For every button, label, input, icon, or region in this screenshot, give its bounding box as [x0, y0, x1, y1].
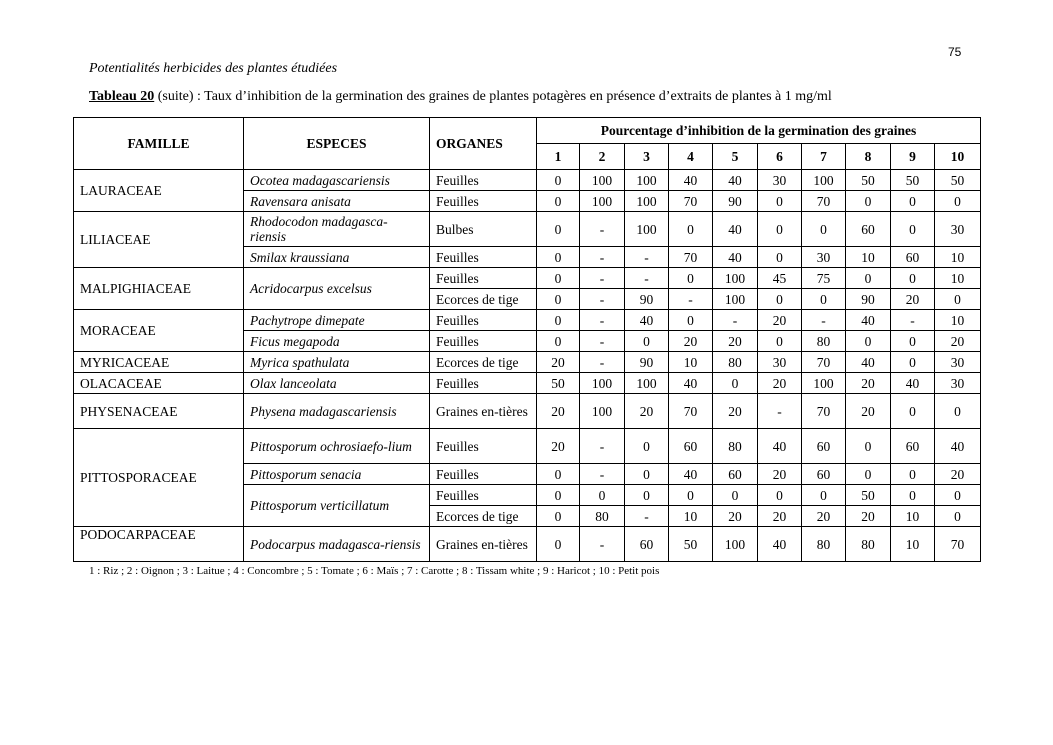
value-cell: 10 [846, 247, 891, 268]
value-cell: 40 [846, 352, 891, 373]
value-cell: 0 [935, 289, 981, 310]
species-cell: Pittosporum senacia [244, 464, 430, 485]
value-cell: 10 [935, 268, 981, 289]
value-cell: 80 [802, 331, 846, 352]
value-cell: 20 [935, 331, 981, 352]
value-cell: 0 [935, 394, 981, 429]
value-cell: 0 [537, 331, 580, 352]
value-cell: 20 [758, 373, 802, 394]
header-col-3: 3 [625, 144, 669, 170]
value-cell: 50 [935, 170, 981, 191]
species-cell: Pachytrope dimepate [244, 310, 430, 331]
family-cell: LAURACEAE [74, 170, 244, 212]
value-cell: 20 [802, 506, 846, 527]
value-cell: 100 [625, 212, 669, 247]
header-col-9: 9 [891, 144, 935, 170]
value-cell: 60 [846, 212, 891, 247]
value-cell: 10 [891, 506, 935, 527]
organ-cell: Feuilles [430, 247, 537, 268]
value-cell: 50 [537, 373, 580, 394]
section-title: Potentialités herbicides des plantes étudiées [89, 61, 338, 76]
value-cell: 0 [758, 191, 802, 212]
value-cell: 60 [713, 464, 758, 485]
value-cell: 70 [802, 394, 846, 429]
value-cell: 100 [802, 170, 846, 191]
value-cell: 40 [713, 247, 758, 268]
value-cell: 20 [537, 394, 580, 429]
value-cell: 20 [846, 373, 891, 394]
value-cell: 0 [758, 485, 802, 506]
value-cell: 0 [935, 191, 981, 212]
value-cell: - [580, 527, 625, 562]
value-cell: 70 [935, 527, 981, 562]
value-cell: 0 [846, 464, 891, 485]
value-cell: 20 [935, 464, 981, 485]
value-cell: 0 [625, 429, 669, 464]
value-cell: 100 [580, 191, 625, 212]
species-cell: Ficus megapoda [244, 331, 430, 352]
value-cell: 0 [625, 485, 669, 506]
value-cell: 20 [537, 352, 580, 373]
organ-cell: Graines en-tières [430, 527, 537, 562]
species-cell: Podocarpus madagasca-riensis [244, 527, 430, 562]
value-cell: - [580, 310, 625, 331]
organ-cell: Feuilles [430, 170, 537, 191]
value-cell: 20 [758, 310, 802, 331]
species-cell: Rhodocodon madagasca-riensis [244, 212, 430, 247]
value-cell: 60 [891, 247, 935, 268]
value-cell: 0 [935, 506, 981, 527]
value-cell: 10 [669, 506, 713, 527]
value-cell: 0 [537, 247, 580, 268]
value-cell: 0 [537, 527, 580, 562]
table-caption [89, 89, 832, 105]
species-cell: Acridocarpus excelsus [244, 268, 430, 310]
value-cell: 100 [625, 170, 669, 191]
caption-label: Tableau 20 [89, 89, 155, 104]
value-cell: 100 [802, 373, 846, 394]
value-cell: 0 [846, 268, 891, 289]
value-cell: - [580, 247, 625, 268]
value-cell: 20 [713, 506, 758, 527]
table-row [74, 310, 981, 331]
value-cell: 0 [537, 485, 580, 506]
value-cell: 40 [891, 373, 935, 394]
value-cell: 0 [758, 212, 802, 247]
value-cell: 100 [580, 170, 625, 191]
value-cell: 0 [537, 268, 580, 289]
value-cell: 70 [669, 394, 713, 429]
value-cell: 10 [891, 527, 935, 562]
footnote: 1 : Riz ; 2 : Oignon ; 3 : Laitue ; 4 : Concombre ; 5 : Tomate ; 6 : Maïs ; 7 : Carotte ; 8 : Tissam white ; 9 : Haricot ; 10 : Petit pois [89, 565, 660, 577]
value-cell: 20 [846, 394, 891, 429]
value-cell: 0 [537, 170, 580, 191]
value-cell: - [669, 289, 713, 310]
species-cell: Ocotea madagascariensis [244, 170, 430, 191]
family-cell: PHYSENACEAE [74, 394, 244, 429]
value-cell: 40 [935, 429, 981, 464]
value-cell: 90 [625, 352, 669, 373]
value-cell: 0 [846, 331, 891, 352]
header-organes: ORGANES [430, 118, 537, 170]
value-cell: 30 [802, 247, 846, 268]
organ-cell: Ecorces de tige [430, 289, 537, 310]
header-col-8: 8 [846, 144, 891, 170]
family-cell: PODOCARPACEAE [74, 527, 244, 562]
value-cell: 50 [891, 170, 935, 191]
value-cell: 10 [669, 352, 713, 373]
organ-cell: Ecorces de tige [430, 352, 537, 373]
family-cell: MORACEAE [74, 310, 244, 352]
value-cell: 100 [713, 289, 758, 310]
family-cell: LILIACEAE [74, 212, 244, 268]
table-row [74, 268, 981, 289]
value-cell: 70 [802, 191, 846, 212]
value-cell: 30 [758, 352, 802, 373]
value-cell: 30 [935, 352, 981, 373]
species-cell: Smilax kraussiana [244, 247, 430, 268]
value-cell: 20 [669, 331, 713, 352]
value-cell: 0 [891, 464, 935, 485]
value-cell: 0 [669, 485, 713, 506]
header-famille: FAMILLE [74, 118, 244, 170]
value-cell: 0 [625, 331, 669, 352]
value-cell: 0 [846, 191, 891, 212]
page-number: 75 [948, 45, 962, 59]
value-cell: 0 [891, 352, 935, 373]
value-cell: 40 [758, 527, 802, 562]
value-cell: 0 [537, 506, 580, 527]
value-cell: 0 [537, 464, 580, 485]
value-cell: 40 [713, 212, 758, 247]
value-cell: 100 [625, 373, 669, 394]
value-cell: - [580, 268, 625, 289]
value-cell: - [625, 268, 669, 289]
value-cell: 0 [891, 212, 935, 247]
value-cell: 10 [935, 310, 981, 331]
value-cell: 40 [758, 429, 802, 464]
header-col-1: 1 [537, 144, 580, 170]
value-cell: 20 [537, 429, 580, 464]
value-cell: 30 [935, 373, 981, 394]
value-cell: 60 [669, 429, 713, 464]
organ-cell: Feuilles [430, 464, 537, 485]
value-cell: - [580, 289, 625, 310]
value-cell: - [802, 310, 846, 331]
value-cell: 40 [669, 464, 713, 485]
value-cell: 20 [625, 394, 669, 429]
value-cell: 0 [891, 191, 935, 212]
value-cell: - [891, 310, 935, 331]
value-cell: 0 [802, 485, 846, 506]
value-cell: 60 [891, 429, 935, 464]
value-cell: 45 [758, 268, 802, 289]
value-cell: 0 [669, 310, 713, 331]
value-cell: 90 [846, 289, 891, 310]
header-col-2: 2 [580, 144, 625, 170]
value-cell: 0 [580, 485, 625, 506]
value-cell: 100 [580, 394, 625, 429]
value-cell: - [580, 212, 625, 247]
species-cell: Physena madagascariensis [244, 394, 430, 429]
organ-cell: Ecorces de tige [430, 506, 537, 527]
organ-cell: Feuilles [430, 485, 537, 506]
value-cell: 0 [537, 310, 580, 331]
value-cell: 80 [580, 506, 625, 527]
value-cell: 0 [669, 268, 713, 289]
value-cell: 20 [758, 464, 802, 485]
organ-cell: Feuilles [430, 191, 537, 212]
value-cell: 60 [802, 464, 846, 485]
value-cell: 0 [891, 394, 935, 429]
value-cell: 20 [713, 331, 758, 352]
value-cell: 40 [713, 170, 758, 191]
organ-cell: Feuilles [430, 331, 537, 352]
value-cell: 0 [713, 485, 758, 506]
value-cell: 0 [802, 289, 846, 310]
species-cell: Pittosporum ochrosiaefo-lium [244, 429, 430, 464]
value-cell: 0 [891, 485, 935, 506]
header-group: Pourcentage d’inhibition de la germination des graines [537, 118, 981, 144]
value-cell: 60 [625, 527, 669, 562]
value-cell: 30 [758, 170, 802, 191]
value-cell: 0 [537, 191, 580, 212]
value-cell: 75 [802, 268, 846, 289]
value-cell: 40 [669, 170, 713, 191]
table-row [74, 527, 981, 562]
value-cell: 20 [846, 506, 891, 527]
table-row [74, 429, 981, 464]
value-cell: - [625, 506, 669, 527]
family-cell: OLACACEAE [74, 373, 244, 394]
value-cell: 40 [669, 373, 713, 394]
species-cell: Olax lanceolata [244, 373, 430, 394]
caption-text: (suite) : Taux d’inhibition de la germination des graines de plantes potagères en présence d’extraits de plantes à 1 mg/ml [154, 89, 832, 104]
value-cell: 80 [802, 527, 846, 562]
value-cell: 100 [580, 373, 625, 394]
value-cell: - [758, 394, 802, 429]
value-cell: - [625, 247, 669, 268]
value-cell: 100 [625, 191, 669, 212]
species-cell: Pittosporum verticillatum [244, 485, 430, 527]
family-cell: PITTOSPORACEAE [74, 429, 244, 527]
value-cell: 20 [713, 394, 758, 429]
organ-cell: Bulbes [430, 212, 537, 247]
value-cell: 70 [802, 352, 846, 373]
value-cell: - [580, 352, 625, 373]
value-cell: 40 [625, 310, 669, 331]
family-cell: MYRICACEAE [74, 352, 244, 373]
value-cell: 50 [846, 485, 891, 506]
table-row [74, 394, 981, 429]
inhibition-table [73, 117, 981, 562]
table-row [74, 170, 981, 191]
value-cell: 50 [846, 170, 891, 191]
value-cell: 100 [713, 268, 758, 289]
table-row [74, 352, 981, 373]
family-cell: MALPIGHIACEAE [74, 268, 244, 310]
value-cell: 100 [713, 527, 758, 562]
value-cell: 0 [537, 212, 580, 247]
value-cell: 0 [758, 289, 802, 310]
value-cell: - [713, 310, 758, 331]
organ-cell: Feuilles [430, 268, 537, 289]
value-cell: 80 [846, 527, 891, 562]
header-col-7: 7 [802, 144, 846, 170]
organ-cell: Graines en-tières [430, 394, 537, 429]
organ-cell: Feuilles [430, 429, 537, 464]
value-cell: 30 [935, 212, 981, 247]
value-cell: 20 [891, 289, 935, 310]
value-cell: 0 [669, 212, 713, 247]
organ-cell: Feuilles [430, 310, 537, 331]
table-row [74, 373, 981, 394]
value-cell: 0 [537, 289, 580, 310]
value-cell: 60 [802, 429, 846, 464]
species-cell: Myrica spathulata [244, 352, 430, 373]
value-cell: - [580, 331, 625, 352]
value-cell: 20 [758, 506, 802, 527]
value-cell: 0 [625, 464, 669, 485]
value-cell: 70 [669, 247, 713, 268]
value-cell: 80 [713, 352, 758, 373]
value-cell: 0 [846, 429, 891, 464]
table-row [74, 212, 981, 247]
value-cell: 0 [758, 247, 802, 268]
header-col-4: 4 [669, 144, 713, 170]
value-cell: 10 [935, 247, 981, 268]
value-cell: 70 [669, 191, 713, 212]
organ-cell: Feuilles [430, 373, 537, 394]
value-cell: 0 [802, 212, 846, 247]
species-cell: Ravensara anisata [244, 191, 430, 212]
value-cell: 0 [891, 331, 935, 352]
header-col-5: 5 [713, 144, 758, 170]
header-col-6: 6 [758, 144, 802, 170]
value-cell: 40 [846, 310, 891, 331]
header-especes: ESPECES [244, 118, 430, 170]
value-cell: 0 [935, 485, 981, 506]
value-cell: 50 [669, 527, 713, 562]
value-cell: 0 [713, 373, 758, 394]
value-cell: - [580, 464, 625, 485]
value-cell: 0 [758, 331, 802, 352]
value-cell: 90 [713, 191, 758, 212]
value-cell: 90 [625, 289, 669, 310]
value-cell: - [580, 429, 625, 464]
header-col-10: 10 [935, 144, 981, 170]
value-cell: 80 [713, 429, 758, 464]
value-cell: 0 [891, 268, 935, 289]
